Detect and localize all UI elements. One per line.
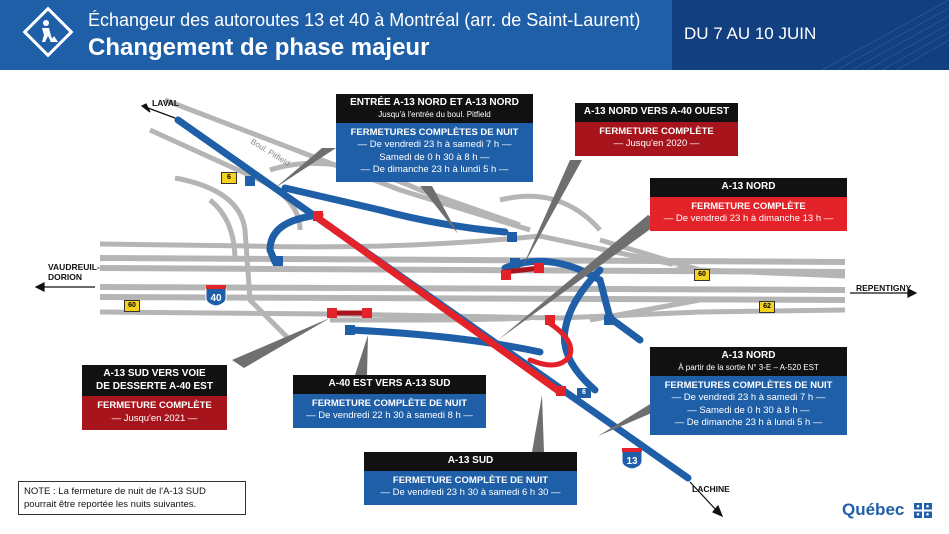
schedule-line: — De dimanche 23 h à lundi 5 h — [674, 417, 823, 428]
callout-a13-sud-vers-desserte [82, 365, 227, 430]
quebec-logo-text: Québec [842, 500, 905, 519]
callout-a13-nord-nuit [650, 347, 847, 435]
schedule-line: — De dimanche 23 h à lundi 5 h — [360, 164, 509, 175]
callout-body-title: FERMETURES COMPLÈTES DE NUIT [350, 126, 519, 138]
callout-a13-sud [364, 452, 577, 505]
callout-subheading: À partir de la sortie N° 3-E – A-520 EST [678, 362, 819, 372]
schedule-line: — De vendredi 23 h à samedi 7 h — [357, 139, 512, 150]
page-subtitle: Échangeur des autoroutes 13 et 40 à Montréal (arr. de Saint-Laurent) [88, 10, 641, 30]
label-pitfield: Boul. Pitfield [248, 136, 292, 169]
note-box: NOTE : La fermeture de nuit de l'A-13 SUD pourrait être reportée les nuits suivantes. [18, 481, 246, 515]
exit-6-marker: 6 [577, 388, 591, 398]
route-60-marker: 60 [694, 269, 710, 281]
callout-heading: A-13 NORD [650, 178, 847, 197]
schedule-line: — Jusqu'en 2020 — [613, 138, 700, 149]
label-dorion: DORION [48, 272, 82, 282]
label-repentigny: REPENTIGNY [856, 283, 912, 293]
date-range: DU 7 AU 10 JUIN [684, 24, 817, 43]
callout-entree-a13-nord [336, 94, 533, 182]
route-6-marker: 6 [221, 172, 237, 184]
label-laval: LAVAL [152, 98, 180, 108]
route-60-marker: 60 [124, 300, 140, 312]
callout-heading: A-13 SUD [364, 452, 577, 471]
callout-heading: A-40 EST VERS A-13 SUD [293, 375, 486, 394]
schedule-line: — De vendredi 23 h à dimanche 13 h — [663, 213, 834, 224]
callout-body-title: FERMETURE COMPLÈTE [691, 200, 806, 212]
a13-shield [621, 447, 643, 469]
road-worker-icon [22, 6, 74, 58]
callout-body-title: FERMETURES COMPLÈTES DE NUIT [664, 379, 833, 391]
quebec-flag-icon [914, 503, 932, 518]
callout-heading: DE DESSERTE A-40 EST [96, 380, 213, 392]
callout-heading: A-13 SUD VERS VOIE [103, 368, 206, 379]
callout-a13-nord-closure [650, 178, 847, 231]
schedule-line: — De vendredi 22 h 30 à samedi 8 h — [306, 410, 473, 421]
callout-body-title: FERMETURE COMPLÈTE DE NUIT [392, 474, 549, 486]
schedule-line: — Jusqu'en 2021 — [111, 412, 198, 424]
callout-a40-est-vers-a13-sud [293, 375, 486, 428]
schedule-line: — De vendredi 23 h à samedi 7 h — [671, 392, 826, 403]
callout-a13-nord-vers-a40-ouest [575, 103, 738, 156]
a13-shield-label: 13 [626, 456, 638, 467]
callout-body-title: FERMETURE COMPLÈTE [599, 125, 714, 137]
callout-heading: A-13 NORD VERS A-40 OUEST [575, 103, 738, 122]
callout-body-title: FERMETURE COMPLÈTE [97, 400, 212, 411]
label-vaudreuil: VAUDREUIL- [48, 262, 100, 272]
schedule-line: — De vendredi 23 h 30 à samedi 6 h 30 — [380, 487, 561, 498]
a40-shield [205, 284, 227, 306]
callout-body-title: FERMETURE COMPLÈTE DE NUIT [311, 397, 468, 409]
page-title: Changement de phase majeur [88, 34, 430, 61]
schedule-line: Samedi de 0 h 30 à 8 h — [379, 151, 490, 163]
callout-subheading: Jusqu'à l'entrée du boul. Pitfield [378, 109, 491, 119]
label-lachine: LACHINE [692, 484, 730, 494]
schedule-line: — Samedi de 0 h 30 à 8 h — [687, 404, 810, 416]
callout-heading: A-13 NORD [721, 350, 776, 361]
callout-heading: ENTRÉE A-13 NORD ET A-13 NORD [350, 97, 519, 108]
route-62-marker: 62 [759, 301, 775, 313]
a40-shield-label: 40 [210, 293, 222, 304]
